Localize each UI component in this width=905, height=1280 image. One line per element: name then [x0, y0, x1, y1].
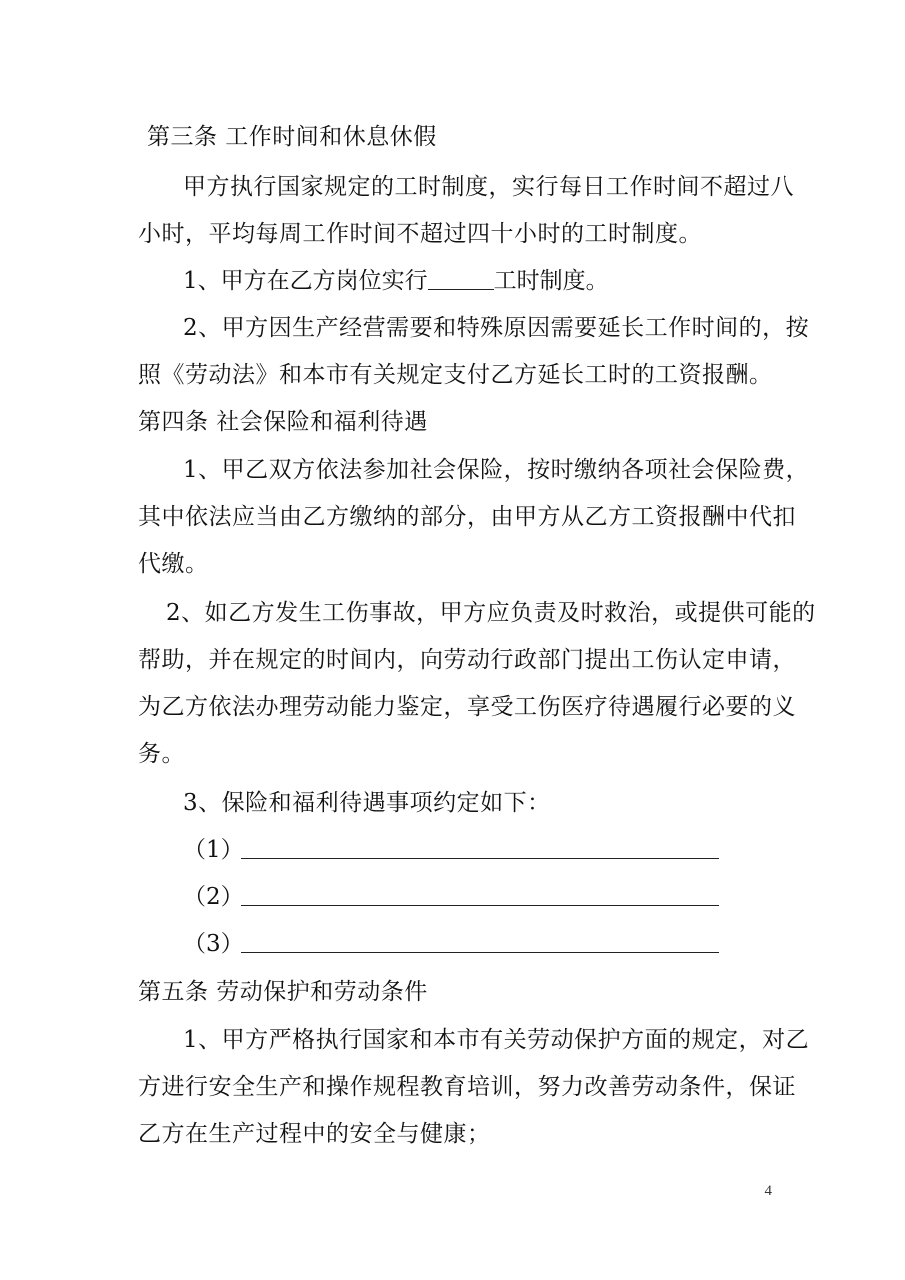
- benefit-row-1-label: （1）: [183, 837, 244, 863]
- article-5-heading: 第五条 劳动保护和劳动条件: [138, 979, 428, 1005]
- hours-system-blank[interactable]: [428, 267, 494, 290]
- benefit-row-2: [183, 882, 244, 912]
- benefit-row-3-blank[interactable]: [241, 952, 719, 953]
- article-3-item2-line1: 2、甲方因生产经营需要和特殊原因需要延长工作时间的，按: [183, 315, 810, 341]
- article-4-item2-line3: 为乙方依法办理劳动能力鉴定，享受工伤医疗待遇履行必要的义: [138, 694, 796, 720]
- benefit-row-3-label: （3）: [183, 931, 244, 957]
- article-3-item1-prefix: 1、甲方在乙方岗位实行: [183, 268, 428, 294]
- benefit-row-2-label: （2）: [183, 884, 244, 910]
- article-5-item1-line2: 方进行安全生产和操作规程教育培训，努力改善劳动条件，保证: [138, 1074, 796, 1100]
- article-3-item2-line2: 照《劳动法》和本市有关规定支付乙方延长工时的工资报酬。: [138, 362, 773, 388]
- article-4-heading: 第四条 社会保险和福利待遇: [138, 409, 428, 435]
- article-3-item1: [183, 266, 609, 296]
- article-3-heading: 第三条 工作时间和休息休假: [147, 124, 437, 150]
- article-4-item2-line4: 务。: [138, 741, 185, 767]
- benefit-row-2-blank[interactable]: [241, 905, 719, 906]
- article-4-item2-line1: 2、如乙方发生工伤事故，甲方应负责及时救治，或提供可能的: [166, 600, 816, 626]
- article-5-item1-line3: 乙方在生产过程中的安全与健康；: [138, 1121, 491, 1147]
- article-4-item1-line3: 代缴。: [138, 551, 209, 577]
- benefit-row-1-blank[interactable]: [241, 858, 719, 859]
- article-3-item1-suffix: 工时制度。: [493, 268, 609, 294]
- article-3-intro-line1: 甲方执行国家规定的工时制度，实行每日工作时间不超过八: [183, 174, 794, 200]
- article-4-item3: 3、保险和福利待遇事项约定如下：: [183, 790, 551, 816]
- article-4-item1-line1: 1、甲乙双方依法参加社会保险，按时缴纳各项社会保险费，: [183, 457, 810, 483]
- benefit-row-1: [183, 835, 244, 865]
- article-3-intro-line2: 小时，平均每周工作时间不超过四十小时的工时制度。: [138, 221, 702, 247]
- benefit-row-3: [183, 929, 244, 959]
- page-number: 4: [764, 1183, 772, 1199]
- article-4-item1-line2: 其中依法应当由乙方缴纳的部分，由甲方从乙方工资报酬中代扣: [138, 504, 796, 530]
- article-4-item2-line2: 帮助，并在规定的时间内，向劳动行政部门提出工伤认定申请，: [138, 647, 796, 673]
- article-5-item1-line1: 1、甲方严格执行国家和本市有关劳动保护方面的规定，对乙: [183, 1027, 810, 1053]
